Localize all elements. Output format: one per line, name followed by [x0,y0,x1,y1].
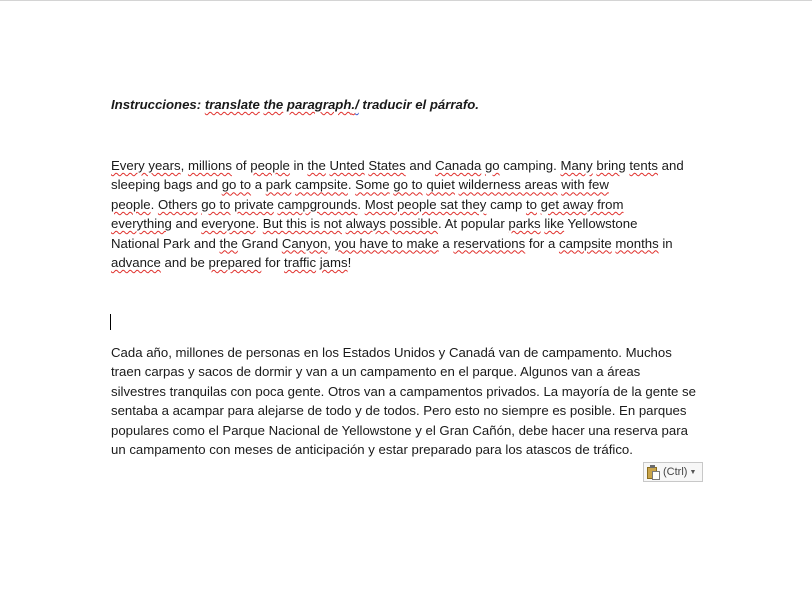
instructions-word: translate [204,97,260,112]
text-run: go to [201,196,231,212]
paste-options-button[interactable] [643,462,703,482]
spanish-line: traen carpas y sacos de dormir y van a un campamento en el parque. Algunos van a áreas [111,364,641,380]
text-run: private [234,196,274,212]
text-run: campsite [558,235,612,251]
english-line-1 [111,156,711,175]
text-run: jams [319,255,348,271]
text-run: . [255,216,263,232]
english-line-6 [111,253,711,272]
paste-options-label: (Ctrl) [663,466,688,478]
text-run: traffic [284,255,317,271]
text-run: . At popular [438,216,509,232]
text-run: go [484,158,500,173]
text-run: But this is not [262,216,342,232]
text-run: everyone [201,216,256,232]
instructions-spanish: traducir el párrafo. [358,97,479,112]
text-run: a [251,177,266,193]
text-run: get away from [540,196,624,212]
text-run: campgrounds [277,196,358,212]
text-run: people [250,158,290,173]
instructions-word: the [263,97,284,112]
text-run: park [265,177,292,193]
text-run: for a [525,235,559,251]
text-run: quiet [426,177,455,193]
text-run: reservations [453,235,526,251]
text-run: millions [187,158,232,173]
text-cursor [110,314,111,330]
text-run: prepared [208,255,262,271]
text-run: and [171,216,202,232]
text-run: . [347,177,356,193]
text-run: . [357,196,365,212]
text-run: Canyon [281,235,328,251]
text-run: Some [355,177,390,193]
clipboard-paper-shape [652,471,660,480]
english-line-4 [111,214,711,233]
text-run: campsite [295,177,348,193]
spanish-line: silvestres tranquilas con poca gente. Otros van a campamentos privados. La mayoría de la gente se [111,383,696,399]
text-run: Yellowstone [564,216,638,232]
text-run: and [405,158,436,173]
instructions-label: Instrucciones: [111,97,205,112]
text-run: with few [561,177,609,193]
text-run: the [219,235,238,251]
text-run: a [438,235,454,251]
text-run: of [231,158,251,173]
caret-down-icon: ▼ [689,468,697,476]
text-run: to [525,196,537,212]
clipboard-icon [647,465,660,480]
text-run: . [150,196,158,212]
text-run: Grand [237,235,282,251]
text-run: sleeping bags and [111,177,222,193]
text-run: months [615,235,659,251]
text-run: go to [393,177,423,193]
instructions-slash: / [355,97,359,112]
clipboard-clip-shape [650,465,655,468]
text-run: Canada [435,158,482,173]
text-run: and [657,158,684,173]
text-run: ! [347,255,352,271]
text-run: bring [596,158,626,173]
spanish-line: sentaba a acampar para alejarse de todo y de todos. Pero esto no siempre es posible. En parques [111,403,687,419]
text-run: Many [560,158,593,173]
text-run: , [180,158,188,173]
text-run: go to [221,177,252,193]
text-run: camping. [499,158,561,173]
text-run: always possible [345,216,438,232]
text-run: in [289,158,308,173]
spanish-paragraph [111,343,711,459]
text-run: everything [111,216,172,232]
text-run: people [111,196,151,212]
text-run: camp [486,196,526,212]
text-run: Most people sat they [364,196,487,212]
spanish-line: Cada año, millones de personas en los Estados Unidos y Canadá van de campamento. Muchos [111,345,672,360]
english-line-5 [111,234,711,253]
english-line-2 [111,175,711,194]
text-run: States [368,158,406,173]
text-run: tents [629,158,658,173]
text-run: Every years [111,158,181,173]
instructions-word: paragraph [286,97,352,112]
text-run: advance [111,255,161,271]
text-run: National Park and [111,235,220,251]
text-run: wilderness areas [458,177,558,193]
text-run: the [307,158,326,173]
text-run: , [327,235,335,251]
instructions-line [111,95,479,114]
text-run: parks [508,216,541,232]
spanish-line: un campamento con meses de anticipación y estar preparado para los atascos de tráfico. [111,442,633,458]
english-line-3 [111,195,711,214]
text-run: for [261,255,285,271]
spanish-line: populares como el Parque Nacional de Yellowstone y el Gran Cañón, debe hacer una reserva para [111,422,688,438]
instructions-word: . [351,97,356,112]
text-run: like [544,216,565,232]
text-run: you have to make [334,235,439,251]
english-paragraph [111,156,711,272]
text-run: Unted [329,158,365,173]
text-run: in [658,235,673,251]
text-run: Others [157,196,198,212]
text-run: and be [160,255,209,271]
